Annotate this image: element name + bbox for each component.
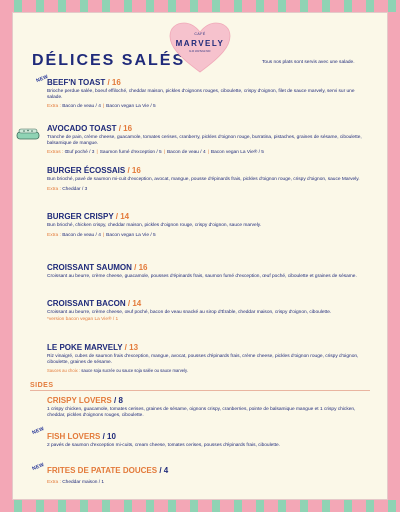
extra-option: Bacon de veau / 4 [62, 103, 101, 109]
extra-option: Cheddar / 3 [62, 187, 88, 193]
new-badge: NEW [31, 461, 46, 473]
menu-item-croissant-bacon [47, 299, 369, 324]
item-description: Riz vinaigré, cubes de saumon frais d'exception, mangue, avocat, pousses d'épinards frais, crème cheese, pickles d'oignon rouge, crispy d'oignon, ciboulette, graines de sésame. [47, 354, 359, 366]
menu-item-avocado-toast [47, 124, 369, 156]
menu-item-beef-n-toast [47, 78, 369, 110]
item-description: Brioche perdue salée, boeuf effiloché, cheddar maison, pickles d'oignons rouges, ciboulette, crispy d'oignon, filet de sauce marvely, servi sur une salade. [47, 89, 355, 101]
side-item-fish-lovers [47, 432, 369, 449]
extra-option: Bacon de veau / 4 [62, 233, 101, 239]
side-item-frites-patate-douces [47, 466, 369, 486]
item-price: / 16 [107, 78, 121, 87]
new-badge: NEW [31, 425, 46, 437]
extra-option: Bacon de veau / 4 [166, 149, 206, 155]
sides-heading: SIDES [30, 382, 54, 389]
item-price: / 16 [118, 124, 133, 133]
heart-logo-icon [168, 22, 232, 74]
left-border [0, 12, 12, 500]
extra-option: Cheddar maison / 1 [62, 480, 105, 485]
marvely-logo [168, 22, 232, 74]
new-badge: NEW [35, 73, 50, 85]
item-price: / 16 [127, 166, 141, 175]
right-border [388, 12, 400, 500]
extras-label: Extra : [47, 480, 61, 485]
extras-label: Extra : [47, 103, 61, 109]
item-description: Croissant au beurre, crème cheese, guacamole, pousses d'épinards frais, saumon fumé d'exception, œuf poché, ciboulette et graines de sésame. [47, 274, 357, 279]
extras-label: Extra : [47, 233, 61, 239]
item-name: CROISSANT SAUMON [47, 263, 132, 272]
item-name: LE POKE MARVELY [47, 343, 123, 352]
item-note: *version bacon vegan La Vie® / 1 [47, 317, 119, 323]
item-price: / 8 [114, 396, 123, 405]
item-description: Tranche de pain, crème cheese, guacamole, tomates cerises, cranberry, pickles d'oignon rouge, burratina, pistaches, graines de sésame, ciboulette, balsamique de mangue. [47, 135, 362, 147]
item-name: BEEF'N TOAST [47, 78, 106, 87]
bottom-stripe-border [0, 500, 400, 512]
extras-label: Extras : [47, 149, 64, 155]
sides-divider [30, 390, 370, 391]
item-price: / 14 [115, 212, 130, 221]
item-name: FISH LOVERS [47, 432, 101, 441]
item-name: BURGER ÉCOSSAIS [47, 166, 126, 175]
logo-name: MARVELY [175, 39, 225, 48]
header-note: Tous nos plats sont servis avec une salade. [262, 60, 355, 65]
item-name: BURGER CRISPY [47, 212, 114, 221]
menu-item-burger-ecossais [47, 166, 369, 194]
item-price: / 4 [159, 466, 169, 475]
menu-item-burger-crispy [47, 212, 369, 240]
sauces-label: Sauces au choix : [47, 367, 81, 373]
menu-item-le-poke-marvely [47, 343, 369, 374]
extra-option: Bacon vegan La Vie / 5 [106, 103, 156, 109]
page-title: DÉLICES SALÉS [32, 52, 186, 69]
logo-sub-text: GOURMAND [189, 49, 211, 53]
item-extras [47, 187, 369, 193]
item-price: / 10 [102, 432, 116, 441]
menu-item-croissant-saumon [47, 263, 369, 280]
sauces-options: sauce soja sucrée ou sauce soja salée ou sauce marvely. [81, 367, 188, 373]
item-name: CROISSANT BACON [47, 299, 126, 308]
item-extras: Extras : Œuf poché / 3 | Saumon fumé d'exception / 5 | Bacon de veau / 4 | Bacon vegan La Vie® / 5 [47, 149, 264, 155]
extra-option: Saumon fumé d'exception / 5 [99, 149, 162, 155]
toast-icon [16, 126, 40, 142]
item-price: / 13 [124, 343, 139, 352]
top-stripe-border [0, 0, 400, 12]
item-name: AVOCADO TOAST [47, 124, 117, 133]
item-extras [47, 480, 369, 486]
item-description: Bun brioché, pavé de saumon mi-cuit d'exception, avocat, mangue, pousse d'épinards frais, pickles d'oignon rouge, crispy d'oignon, sauce Marvely. [47, 177, 360, 182]
item-sauces [47, 368, 369, 374]
item-name: FRITES DE PATATE DOUCES [47, 466, 158, 475]
item-price: / 14 [127, 299, 142, 308]
item-name: CRISPY LOVERS [47, 396, 112, 405]
logo-small-text: CAFÉ [194, 32, 206, 36]
extras-label: Extra : [47, 187, 61, 193]
item-description: 2 pavés de saumon d'exception mi-cuits, cream cheese, tomates cerises, pousses d'épinards frais, ciboulette. [47, 443, 280, 448]
item-description: Bun brioché, chicken crispy, cheddar maison, pickles d'oignon rouge, crispy d'oignon, sauce marvely. [47, 223, 262, 228]
item-description: Croissant au beurre, crème cheese, œuf poché, bacon de veau snacké au sirop d'Érable, cheddar maison, crispy d'oignon, ciboulette. [47, 310, 332, 315]
extra-option: Bacon vegan La Vie® / 5 [210, 149, 264, 155]
item-price: / 16 [134, 263, 148, 272]
item-extras: Extra : Bacon de veau / 4 | Bacon vegan La Vie / 5 [47, 103, 156, 109]
extra-option: Œuf poché / 3 [64, 149, 95, 155]
item-extras: Extra : Bacon de veau / 4 | Bacon vegan La Vie / 5 [47, 233, 156, 239]
side-item-crispy-lovers [47, 396, 369, 420]
item-description: 1 crispy chicken, guacamole, tomates cerises, graines de sésame, oignons crispy, cranberries, pointe de balsamique mangue et 1 crispy chicken, cheddar, pickles d'oignons rouges, ciboulette. [47, 407, 356, 419]
extra-option: Bacon vegan La Vie / 5 [106, 233, 156, 239]
